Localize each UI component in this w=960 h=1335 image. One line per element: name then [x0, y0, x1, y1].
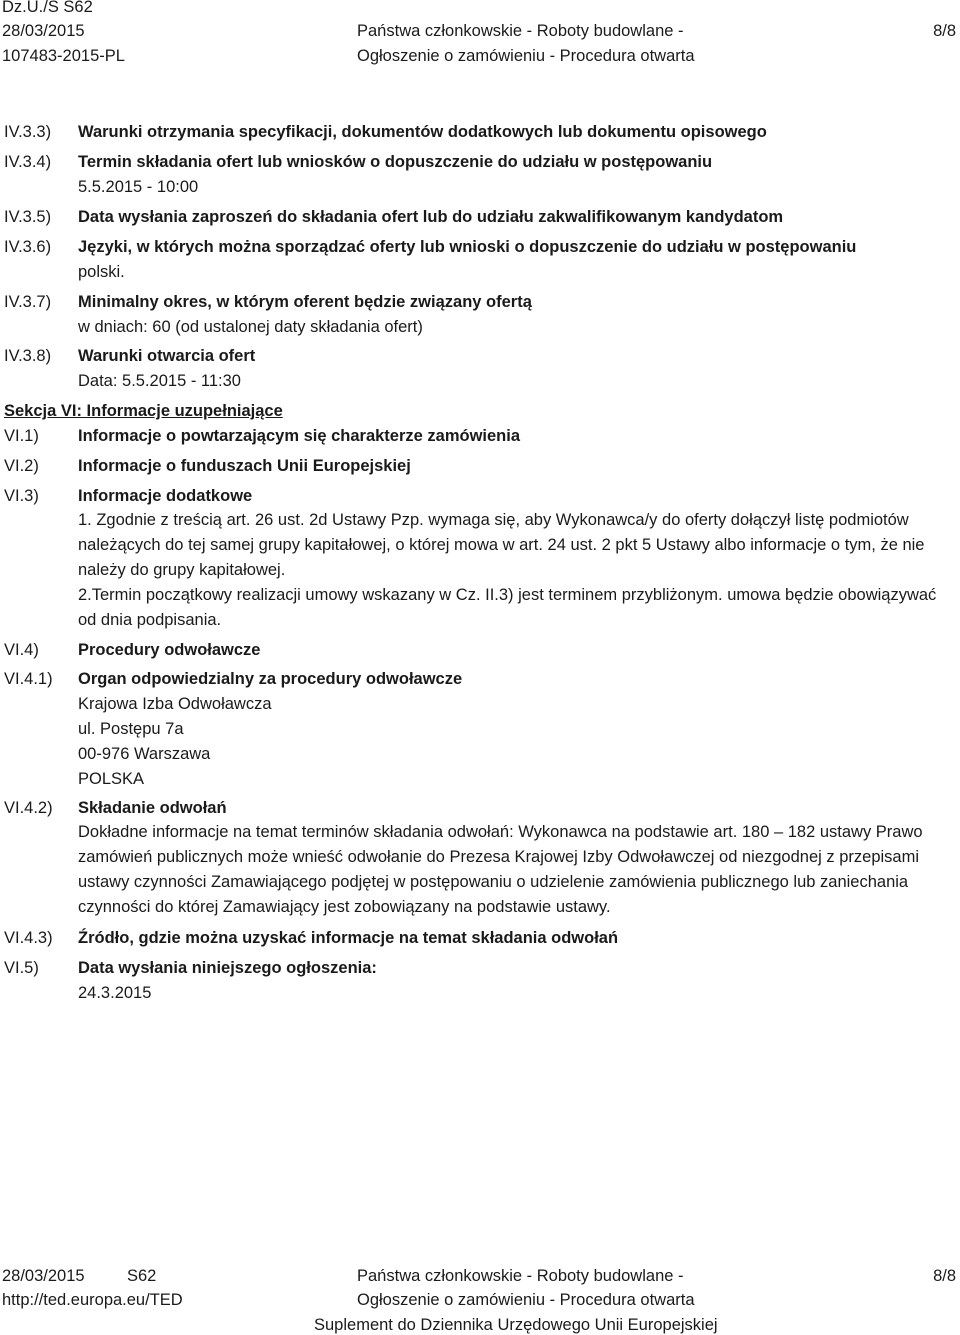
header-page-number: 8/8 — [933, 22, 956, 40]
item-number: IV.3.8) — [4, 347, 52, 365]
appeals-paragraph: Dokładne informacje na temat terminów składania odwołań: Wykonawca na podstawie art. 180 – 182 ustawy Prawo zamówień publicznych może wnieść odwołanie do Prezesa Krajowej Izby Odwoławczej od niezgodnej z przepisami ustawy czynności Zamawiającego podjętej w postępowaniu o udzielenie zamówienia publicznego lub zaniechania czynności do której Zamawiający jest zobowiązany na podstawie ustawy. — [78, 823, 923, 916]
footer-issue: S62 — [127, 1267, 157, 1285]
item-number: IV.3.5) — [4, 208, 52, 226]
item-heading: Warunki otwarcia ofert — [78, 347, 256, 365]
item-number: VI.1) — [4, 427, 39, 445]
header-title-line2: Ogłoszenie o zamówieniu - Procedura otwarta — [357, 47, 695, 65]
footer-date: 28/03/2015 — [2, 1267, 85, 1285]
item-number: IV.3.4) — [4, 153, 52, 171]
additional-info-paragraph-1: 1. Zgodnie z treścią art. 26 ust. 2d Ustawy Pzp. wymaga się, aby Wykonawca/y do oferty dołączył listę podmiotów należących do tej samej grupy kapitałowej, o której mowa w art. 24 ust. 2 pkt 5 Ustawy albo informacje o tym, że nie należy do grupy kapitałowej. — [78, 511, 925, 579]
header-title-line1: Państwa członkowskie - Roboty budowlane - — [357, 22, 684, 40]
address-line: POLSKA — [78, 770, 145, 788]
item-value: 5.5.2015 - 10:00 — [78, 178, 199, 196]
item-number: IV.3.3) — [4, 123, 52, 141]
item-heading: Data wysłania niniejszego ogłoszenia: — [78, 959, 377, 977]
header-date: 28/03/2015 — [2, 22, 85, 40]
footer-page-number: 8/8 — [933, 1267, 956, 1285]
footer-title-line1: Państwa członkowskie - Roboty budowlane - — [357, 1267, 684, 1285]
item-heading: Języki, w których można sporządzać oferty lub wnioski o dopuszczenie do udziału w postępowaniu — [78, 238, 857, 256]
footer-title-line2: Ogłoszenie o zamówieniu - Procedura otwarta — [357, 1291, 695, 1309]
item-heading: Informacje o funduszach Unii Europejskiej — [78, 457, 411, 475]
address-line: Krajowa Izba Odwoławcza — [78, 695, 272, 713]
item-number: VI.4.1) — [4, 670, 53, 688]
item-number: IV.3.7) — [4, 293, 52, 311]
item-heading: Informacje dodatkowe — [78, 487, 253, 505]
item-heading: Informacje o powtarzającym się charakterze zamówienia — [78, 427, 521, 445]
item-heading: Termin składania ofert lub wniosków o dopuszczenie do udziału w postępowaniu — [78, 153, 713, 171]
item-number: IV.3.6) — [4, 238, 52, 256]
item-value: polski. — [78, 263, 125, 281]
footer-url-link[interactable]: http://ted.europa.eu/TED — [2, 1291, 183, 1309]
item-value: Data: 5.5.2015 - 11:30 — [78, 372, 241, 390]
item-number: VI.4.3) — [4, 929, 53, 947]
item-number: VI.4.2) — [4, 799, 53, 817]
address-line: ul. Postępu 7a — [78, 720, 184, 738]
footer-title-line3: Suplement do Dziennika Urzędowego Unii Europejskiej — [314, 1316, 718, 1334]
header-notice-id: 107483-2015-PL — [2, 47, 125, 65]
item-heading: Minimalny okres, w którym oferent będzie związany ofertą — [78, 293, 532, 311]
item-number: VI.4) — [4, 641, 39, 659]
item-value: 24.3.2015 — [78, 984, 152, 1002]
item-heading: Procedury odwoławcze — [78, 641, 261, 659]
item-number: VI.5) — [4, 959, 39, 977]
item-number: VI.2) — [4, 457, 39, 475]
item-heading: Organ odpowiedzialny za procedury odwoławcze — [78, 670, 463, 688]
item-heading: Składanie odwołań — [78, 799, 227, 817]
item-number: VI.3) — [4, 487, 39, 505]
section-title: Sekcja VI: Informacje uzupełniające — [4, 402, 283, 420]
item-heading: Warunki otrzymania specyfikacji, dokumentów dodatkowych lub dokumentu opisowego — [78, 123, 767, 141]
additional-info-paragraph-2: 2.Termin początkowy realizacji umowy wskazany w Cz. II.3) jest terminem przybliżonym. umowa będzie obowiązywać od dnia podpisania. — [78, 586, 937, 629]
item-heading: Źródło, gdzie można uzyskać informacje na temat składania odwołań — [78, 929, 619, 947]
item-value: w dniach: 60 (od ustalonej daty składania ofert) — [78, 318, 423, 336]
item-heading: Data wysłania zaproszeń do składania ofert lub do udziału zakwalifikowanym kandydatom — [78, 208, 784, 226]
header-journal-ref: Dz.U./S S62 — [2, 0, 93, 16]
address-line: 00-976 Warszawa — [78, 745, 211, 763]
